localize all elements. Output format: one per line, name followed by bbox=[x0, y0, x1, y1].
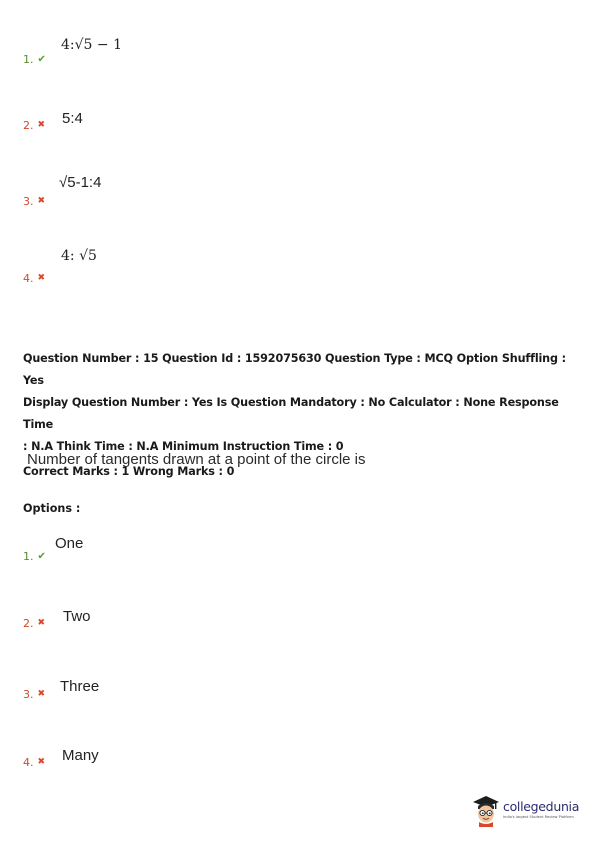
prev-option-3-text: √5-1:4 bbox=[59, 174, 102, 191]
prev-option-3-number: 3. ✖ bbox=[23, 195, 46, 208]
cross-icon: ✖ bbox=[37, 273, 46, 283]
question-meta-line-1: Question Number : 15 Question Id : 1592075630 Question Type : MCQ Option Shuffling : Yes bbox=[23, 352, 566, 387]
cross-icon: ✖ bbox=[37, 689, 46, 699]
option-3-number: 3. ✖ bbox=[23, 688, 46, 701]
cross-icon: ✖ bbox=[37, 196, 46, 206]
option-2-text: Two bbox=[63, 608, 91, 625]
logo-text bbox=[503, 800, 579, 820]
cross-icon: ✖ bbox=[37, 120, 46, 130]
question-meta-line-4: Correct Marks : 1 Wrong Marks : 0 bbox=[23, 465, 235, 478]
check-icon: ✔ bbox=[37, 53, 46, 65]
student-mascot-icon bbox=[471, 793, 501, 827]
option-2-number: 2. ✖ bbox=[23, 617, 46, 630]
prev-option-1-number: 1. ✔ bbox=[23, 53, 46, 66]
option-1-text: One bbox=[55, 535, 84, 552]
question-meta-line-3: : N.A Think Time : N.A Minimum Instruction Time : 0 bbox=[23, 440, 344, 453]
option-4-number: 4. ✖ bbox=[23, 756, 46, 769]
check-icon: ✔ bbox=[37, 550, 46, 562]
question-meta-line-2: Display Question Number : Yes Is Question Mandatory : No Calculator : None Response Time bbox=[23, 396, 559, 431]
logo-name: collegedunia bbox=[503, 799, 580, 814]
cross-icon: ✖ bbox=[37, 757, 46, 767]
option-4-text: Many bbox=[62, 747, 99, 764]
prev-option-2-number: 2. ✖ bbox=[23, 119, 46, 132]
question-text: Number of tangents drawn at a point of the circle is bbox=[27, 451, 366, 468]
options-label: Options : bbox=[23, 502, 81, 515]
prev-option-2-text: 5:4 bbox=[62, 110, 83, 127]
prev-option-4-number: 4. ✖ bbox=[23, 272, 46, 285]
logo-tagline: India's largest Student Review Platform bbox=[503, 815, 574, 819]
prev-option-4-text: 4: √5 bbox=[61, 248, 97, 264]
option-1-number: 1. ✔ bbox=[23, 550, 46, 563]
collegedunia-logo bbox=[471, 792, 589, 828]
option-3-text: Three bbox=[60, 678, 100, 695]
cross-icon: ✖ bbox=[37, 618, 46, 628]
prev-option-1-text: 4:√5 − 1 bbox=[61, 37, 122, 53]
